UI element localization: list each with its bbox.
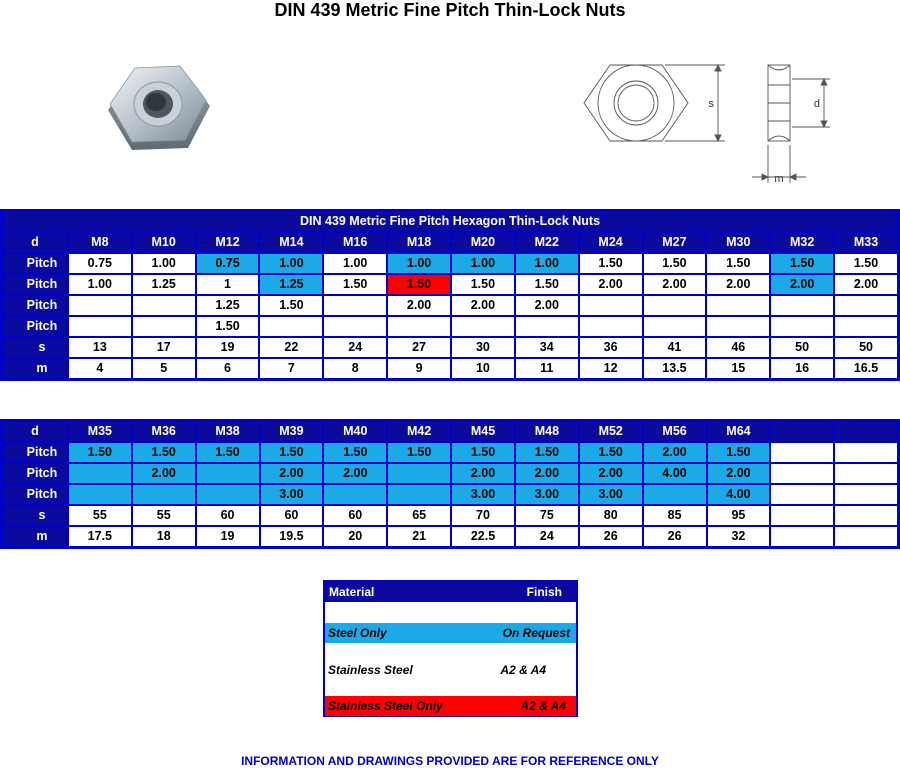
size-heading-cell: M8 [68, 232, 132, 253]
size-heading-cell: M42 [387, 421, 451, 442]
size-heading-cell: M56 [643, 421, 707, 442]
table-cell [323, 484, 387, 505]
table-cell: 2.00 [451, 463, 515, 484]
table-cell: 2.00 [706, 274, 770, 295]
legend-material-heading: Material [329, 585, 375, 599]
table-cell [68, 295, 132, 316]
size-heading-cell: M48 [515, 421, 579, 442]
material-legend [323, 580, 578, 717]
size-column-heading: d [2, 232, 68, 253]
table-cell: 1.50 [770, 253, 834, 274]
legend-stainless-only-label: Stainless Steel Only [328, 699, 443, 713]
table-cell [515, 316, 579, 337]
size-heading-cell: M20 [451, 232, 515, 253]
table-row [2, 295, 898, 316]
size-heading-cell: M30 [706, 232, 770, 253]
table-cell: 2.00 [643, 274, 707, 295]
table-cell [834, 295, 898, 316]
table-cell [579, 316, 643, 337]
table-cell: 70 [451, 505, 515, 526]
row-label: s [2, 505, 68, 526]
table-cell [387, 316, 451, 337]
table-cell: 20 [323, 526, 387, 547]
table-cell [770, 526, 834, 547]
table-cell: 7 [259, 358, 323, 379]
m-dimension-label: m [774, 173, 784, 185]
table-cell: 3.00 [260, 484, 324, 505]
table-cell: 32 [707, 526, 771, 547]
table-cell: 1.00 [323, 253, 387, 274]
table-cell: 1.50 [579, 253, 643, 274]
table-cell: 1.50 [68, 442, 132, 463]
legend-header [325, 582, 576, 602]
table-cell: 1.00 [515, 253, 579, 274]
table-cell: 26 [643, 526, 707, 547]
table-cell: 1.50 [323, 274, 387, 295]
table-cell [196, 484, 260, 505]
table-cell: 4.00 [643, 463, 707, 484]
table-cell: 22 [259, 337, 323, 358]
table-cell: 41 [643, 337, 707, 358]
table-cell: 60 [260, 505, 324, 526]
d-dimension-label: d [813, 98, 820, 110]
nut-photo [100, 60, 215, 160]
table-cell: 16 [770, 358, 834, 379]
table-row [2, 463, 898, 484]
table-cell: 1.50 [706, 253, 770, 274]
table-cell: 2.00 [323, 463, 387, 484]
table-cell: 0.75 [68, 253, 132, 274]
size-heading-cell: M16 [323, 232, 387, 253]
s-dimension-label: s [708, 98, 714, 110]
size-heading-cell: M32 [770, 232, 834, 253]
size-heading-cell: M45 [451, 421, 515, 442]
table-cell [68, 316, 132, 337]
table-cell [834, 463, 898, 484]
table-cell [259, 316, 323, 337]
size-heading-cell [770, 421, 834, 442]
table-cell: 13 [68, 337, 132, 358]
table-cell: 8 [323, 358, 387, 379]
table-cell: 46 [706, 337, 770, 358]
table-cell: 50 [770, 337, 834, 358]
table-cell: 80 [579, 505, 643, 526]
table-cell: 12 [579, 358, 643, 379]
table-cell: 17 [132, 337, 196, 358]
size-heading-cell: M35 [68, 421, 132, 442]
table-cell: 50 [834, 337, 898, 358]
table-cell [643, 484, 707, 505]
table-cell: 85 [643, 505, 707, 526]
table-cell: 95 [707, 505, 771, 526]
table-cell [387, 463, 451, 484]
size-heading-cell: M64 [707, 421, 771, 442]
table-cell: 55 [68, 505, 132, 526]
legend-on-request-label: On Request [502, 626, 570, 640]
size-heading-cell: M52 [579, 421, 643, 442]
table-cell: 2.00 [387, 295, 451, 316]
table-cell: 1.50 [196, 316, 260, 337]
table-cell: 6 [196, 358, 260, 379]
table-row [2, 505, 898, 526]
size-heading-cell: M40 [323, 421, 387, 442]
table-cell [451, 316, 515, 337]
table-cell: 3.00 [579, 484, 643, 505]
table-cell: 2.00 [643, 442, 707, 463]
nut-technical-drawing [580, 55, 840, 190]
table-row [2, 484, 898, 505]
table-cell: 36 [579, 337, 643, 358]
table-cell [770, 463, 834, 484]
table-cell: 0.75 [196, 253, 260, 274]
table-cell: 1.50 [323, 442, 387, 463]
table-cell: 24 [323, 337, 387, 358]
size-heading-cell: M27 [643, 232, 707, 253]
table-cell: 18 [132, 526, 196, 547]
table-cell: 1.00 [387, 253, 451, 274]
table-cell: 5 [132, 358, 196, 379]
table-cell: 60 [196, 505, 260, 526]
table-cell [643, 295, 707, 316]
table-cell [834, 316, 898, 337]
table-cell: 2.00 [132, 463, 196, 484]
table-cell [770, 295, 834, 316]
table-cell: 19 [196, 337, 260, 358]
table-cell: 2.00 [515, 295, 579, 316]
table-cell: 3.00 [451, 484, 515, 505]
table-cell [834, 505, 898, 526]
size-heading-cell: M24 [579, 232, 643, 253]
table-cell: 1.50 [515, 274, 579, 295]
table-cell: 2.00 [579, 274, 643, 295]
table-header-row [2, 421, 898, 442]
table-cell: 1.00 [68, 274, 132, 295]
row-label: m [2, 526, 68, 547]
table-cell: 24 [515, 526, 579, 547]
table-cell: 65 [387, 505, 451, 526]
row-label: s [2, 337, 68, 358]
legend-stainless-finish: A2 & A4 [500, 663, 546, 677]
size-heading-cell: M33 [834, 232, 898, 253]
table-cell: 1.00 [451, 253, 515, 274]
table-cell: 1.50 [196, 442, 260, 463]
table-cell: 2.00 [707, 463, 771, 484]
table-cell [579, 295, 643, 316]
spec-table-2 [0, 419, 900, 549]
table-cell [770, 505, 834, 526]
table-cell [834, 484, 898, 505]
row-label: Pitch [2, 463, 68, 484]
table-cell: 2.00 [515, 463, 579, 484]
table-cell: 1.50 [834, 253, 898, 274]
table-cell: 2.00 [451, 295, 515, 316]
legend-finish-heading: Finish [526, 585, 562, 599]
table-cell [834, 526, 898, 547]
spec-table-1 [0, 209, 900, 381]
table-cell: 75 [515, 505, 579, 526]
table-row [2, 526, 898, 547]
table-cell: 1.50 [387, 442, 451, 463]
table-cell: 10 [451, 358, 515, 379]
row-label: m [2, 358, 68, 379]
table-cell: 19 [196, 526, 260, 547]
table-cell: 13.5 [643, 358, 707, 379]
table-cell: 1.50 [451, 442, 515, 463]
table-row [2, 316, 898, 337]
table-cell: 4.00 [707, 484, 771, 505]
row-label: Pitch [2, 316, 68, 337]
table-cell [68, 463, 132, 484]
size-heading-cell: M36 [132, 421, 196, 442]
table-cell: 17.5 [68, 526, 132, 547]
table-cell: 16.5 [834, 358, 898, 379]
table-cell [770, 316, 834, 337]
table-cell: 19.5 [260, 526, 324, 547]
table-cell: 15 [706, 358, 770, 379]
table-cell: 1.25 [132, 274, 196, 295]
table-cell: 1.50 [132, 442, 196, 463]
table-row [2, 442, 898, 463]
table-cell: 1.50 [643, 253, 707, 274]
table-cell: 3.00 [515, 484, 579, 505]
table-cell: 1.50 [707, 442, 771, 463]
table-cell: 21 [387, 526, 451, 547]
table-cell: 30 [451, 337, 515, 358]
legend-stainless [325, 660, 576, 680]
legend-stainless-only [325, 696, 576, 716]
table-cell: 2.00 [579, 463, 643, 484]
table-row [2, 253, 898, 274]
table-cell [834, 442, 898, 463]
size-heading-cell: M10 [132, 232, 196, 253]
table-cell: 1.50 [451, 274, 515, 295]
table-cell [196, 463, 260, 484]
table-cell: 9 [387, 358, 451, 379]
legend-stainless-only-finish: A2 & A4 [520, 699, 566, 713]
table-row [2, 358, 898, 379]
table-cell: 2.00 [834, 274, 898, 295]
table-header-row [2, 232, 898, 253]
table-cell: 1.25 [196, 295, 260, 316]
table-cell: 26 [579, 526, 643, 547]
table-cell: 1.25 [259, 274, 323, 295]
table-row [2, 337, 898, 358]
table-cell [68, 484, 132, 505]
legend-steel-only-label: Steel Only [328, 626, 387, 640]
table-cell: 2.00 [770, 274, 834, 295]
table-cell [132, 484, 196, 505]
table-cell: 1.00 [259, 253, 323, 274]
table-cell [643, 316, 707, 337]
legend-steel-only [325, 623, 576, 643]
row-label: Pitch [2, 295, 68, 316]
table-cell [132, 295, 196, 316]
size-column-heading: d [2, 421, 68, 442]
table-caption: DIN 439 Metric Fine Pitch Hexagon Thin-Lock Nuts [2, 211, 898, 232]
legend-stainless-label: Stainless Steel [328, 663, 413, 677]
size-heading-cell: M38 [196, 421, 260, 442]
table-cell: 1.50 [515, 442, 579, 463]
table-cell: 27 [387, 337, 451, 358]
reference-disclaimer: INFORMATION AND DRAWINGS PROVIDED ARE FOR REFERENCE ONLY [241, 754, 659, 768]
row-label: Pitch [2, 253, 68, 274]
table-cell [132, 316, 196, 337]
table-cell: 1.00 [132, 253, 196, 274]
page-title: DIN 439 Metric Fine Pitch Thin-Lock Nuts [274, 0, 626, 20]
table-cell [706, 316, 770, 337]
table-cell [770, 484, 834, 505]
row-label: Pitch [2, 274, 68, 295]
size-heading-cell: M22 [515, 232, 579, 253]
table-cell [770, 442, 834, 463]
size-heading-cell: M14 [259, 232, 323, 253]
table-cell [387, 484, 451, 505]
table-cell: 1 [196, 274, 260, 295]
table-cell [706, 295, 770, 316]
size-heading-cell: M39 [260, 421, 324, 442]
table-cell: 4 [68, 358, 132, 379]
size-heading-cell: M18 [387, 232, 451, 253]
size-heading-cell: M12 [196, 232, 260, 253]
table-cell [323, 295, 387, 316]
table-cell: 60 [323, 505, 387, 526]
row-label: Pitch [2, 442, 68, 463]
table-cell: 1.50 [387, 274, 451, 295]
table-cell: 1.50 [579, 442, 643, 463]
table-cell: 1.50 [260, 442, 324, 463]
table-cell: 55 [132, 505, 196, 526]
table-cell: 11 [515, 358, 579, 379]
table-cell [323, 316, 387, 337]
row-label: Pitch [2, 484, 68, 505]
table-cell: 22.5 [451, 526, 515, 547]
table-row [2, 274, 898, 295]
table-cell: 2.00 [260, 463, 324, 484]
size-heading-cell [834, 421, 898, 442]
table-cell: 34 [515, 337, 579, 358]
table-cell: 1.50 [259, 295, 323, 316]
